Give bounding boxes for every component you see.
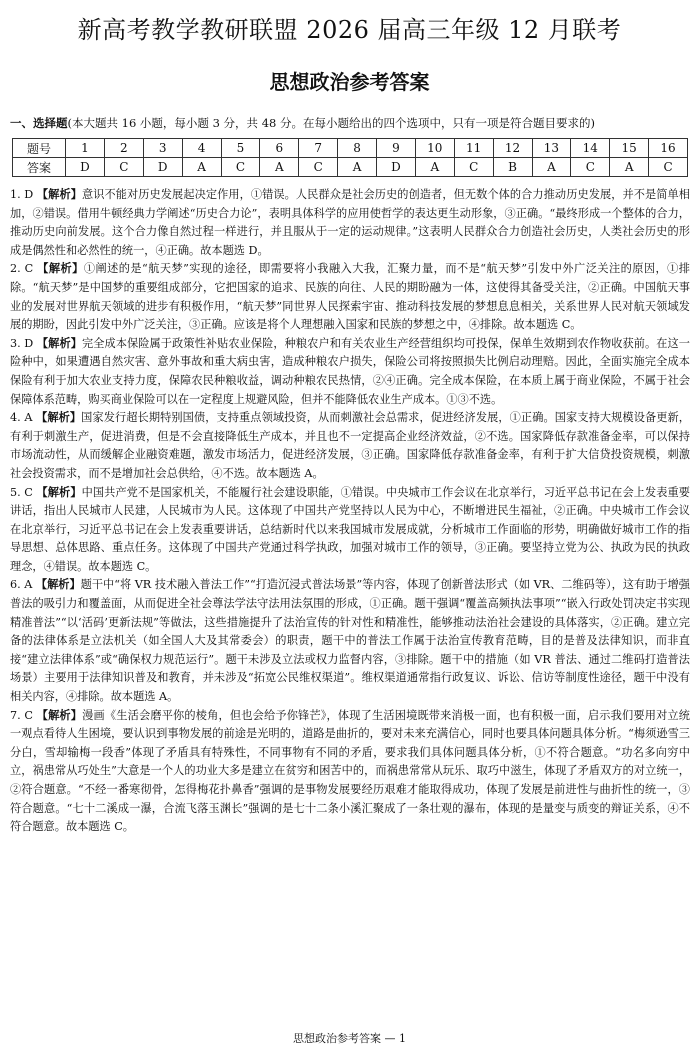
answer-cell: C [649,158,688,177]
question-number: 2 [104,139,143,158]
answer-cell: C [221,158,260,177]
explanations [10,186,690,837]
answer-cell: D [377,158,416,177]
section-instruction: (本大题共 16 小题，每小题 3 分，共 48 分。在每小题给出的四个选项中，只有一项是符合题目要求的) [67,116,595,130]
question-number: 10 [415,139,454,158]
answer-cell: A [415,158,454,177]
analysis-tag: 【解析】 [36,708,83,722]
question-number: 8 [338,139,377,158]
answer-cell: A [260,158,299,177]
answer-cell: A [610,158,649,177]
explanation-text: 完全成本保险属于政策性补贴农业保险，种粮农户和有关农业生产经营组织均可投保，保单生效期到农作物收获前。在这一险种中，如果遭遇自然灾害、意外事故和重大病虫害，造成种粮农户损失，保险公司将按照损失比例启动理赔。因此，全面实施完全成本保险有利于加大农业支持力度，保障农民种粮收益，调动种粮农民热情，②④正确。完全成本保险，在本质上属于商业保险，不属于社会保障体系范畴，购买商业保险可以在一定程度上规避风险，但并不能降低农业生产成本。①③不选。 [10,336,690,406]
analysis-tag: 【解析】 [36,411,82,425]
explanation-4 [10,409,690,483]
row-label-answer: 答案 [13,158,66,177]
question-number: 15 [610,139,649,158]
question-number: 1 [66,139,105,158]
item-number: 5. C [10,485,33,499]
question-number: 4 [182,139,221,158]
question-number: 5 [221,139,260,158]
answer-cell: A [182,158,221,177]
explanation-6 [10,576,690,706]
item-number: 2. C [10,262,34,276]
question-number: 13 [532,139,571,158]
page-subtitle: 思想政治参考答案 [269,70,430,94]
explanation-text: 意识不能对历史发展起决定作用，①错误。人民群众是社会历史的创造者，但无数个体的合力推动历史发展，并不是简单相加，②错误。借用牛顿经典力学阐述“历史合力论”，表明具体科学的应用使哲学的表达更生动形象，③正确。“最终形成一个整体的合力，推动历史向前发展。这个合力像自然过程一样进行，并且服从于一定的运动规律。”这表明人民群众合力创造社会历史，人类社会历史的形成是偶然性和必然性的统一，④正确。故本题选 D。 [10,188,690,257]
answer-cell: D [143,158,182,177]
answer-cell: A [338,158,377,177]
section-label: 一、选择题 [10,116,68,130]
analysis-tag: 【解析】 [36,188,82,201]
explanation-text: 国家发行超长期特别国债，支持重点领域投资，从而刺激社会总需求，促进经济发展，①正确。国家支持大规模设备更新，有利于刺激生产，促进消费，但是不会直接降低生产成本，并且也不一定提高企业经济效益，②不选。国家降低存款准备金率，可以保持市场流动性，从而缓解企业融资难题，激发市场活力，促进经济发展，③正确。国家降低存款准备金率，有利于扩大信贷投资规模，刺激社会投资需求，而不是增加社会总供给，④不选。故本题选 A。 [10,411,690,480]
explanation-text: 漫画《生活会磨平你的棱角，但也会给予你锋芒》，体现了生活困境既带来消极一面，也有积极一面，启示我们要用对立统一观点看待人生困境，要认识到事物发展的前途是光明的，道路是曲折的，要对未来充满信心，同时也要具体问题具体分析。“梅须逊雪三分白，雪却输梅一段香”体现了矛盾具有特殊性，不同事物有不同的矛盾，要求我们具体问题具体分析，①不符合题意。“功名多向穷中立，祸患常从巧处生”大意是一个人的功业大多是建立在贫穷和困苦中的，而祸患常常从玩乐、取巧中滋生，体现了矛盾双方的对立统一，②符合题意。“不经一番寒彻骨，怎得梅花扑鼻香”强调的是事物发展要经历艰难才能取得成功，体现了发展是前进性与曲折性的统一，③符合题意。“七十二溪成一瀑，合流飞落玉渊长”强调的是七十二条小溪汇聚成了一条壮观的瀑布，体现的是量变与质变的辩证关系，④不符合题意。故本题选 C。 [10,708,690,834]
answer-table-row-answers [13,158,688,177]
explanation-1 [10,186,690,260]
question-number: 9 [377,139,416,158]
item-number: 7. C [10,708,33,722]
explanation-5 [10,484,690,577]
answer-table [12,138,688,177]
answer-cell: C [454,158,493,177]
question-number: 11 [454,139,493,158]
analysis-tag: 【解析】 [36,485,82,499]
item-number: 3. D [10,336,34,350]
explanation-2 [10,260,690,334]
item-number: 1. D [10,188,34,201]
answer-cell: B [493,158,532,177]
explanation-text: 题干中“将 VR 技术融入普法工作”“打造沉浸式普法场景”等内容，体现了创新普法形式（如 VR、二维码等），这有助于增强普法的吸引力和覆盖面，从而促进全社会尊法学法守法用法氛围的形成，①正确。题干强调“覆盖高频执法事项”“嵌入行政处罚决定书实现精准普法”“以‘活码’更新法规”等做法，这些措施提升了法治宣传的针对性和精准性，能够推动法治社会建设的具体落实，②正确。建立完备的法律体系是立法机关（如全国人大及其常委会）的职责，题干中的普法工作属于法治宣传教育范畴，目的是普及法律知识，而非直接“建立法律体系”或“确保权力规范运行”。题干未涉及立法或权力监督内容，③排除。题干中的措施（如 VR 普法、通过二维码打造普法场景）主要用于法律知识普及和教育，并未涉及“拓宽公民维权渠道”。维权渠道通常指行政复议、诉讼、信访等制度性途径，题干中没有相关内容，④排除。故本题选 A。 [10,578,690,704]
analysis-tag: 【解析】 [36,336,82,350]
explanation-3 [10,335,690,409]
item-number: 4. A [10,411,33,425]
analysis-tag: 【解析】 [37,262,84,276]
analysis-tag: 【解析】 [35,578,81,592]
question-number: 7 [299,139,338,158]
answer-table-row-numbers [13,139,688,158]
answer-cell: C [571,158,610,177]
page-title: 新高考教学教研联盟 2026 届高三年级 12 月联考 [77,16,622,44]
explanation-text: 中国共产党不是国家机关，不能履行社会建设职能，①错误。中央城市工作会议在北京举行，习近平总书记在会上发表重要讲话，指出人民城市人民建，人民城市为人民。这体现了中国共产党坚持以人民为中心，不断增进民生福祉，②正确。中央城市工作会议在北京举行，习近平总书记在会上发表重要讲话，总结新时代以来我国城市发展成就，分析城市工作面临的形势，明确做好城市工作的指导思想、总体思路、重点任务。这体现了中国共产党通过科学执政，加强对城市工作的领导，③正确。要坚持立党为公、执政为民的执政理念，④错误。故本题选 C。 [10,485,690,573]
answer-cell: C [104,158,143,177]
question-number: 14 [571,139,610,158]
question-number: 16 [649,139,688,158]
explanation-text: ①阐述的是“航天梦”实现的途径，即需要将小我融入大我，汇聚力量，而不是“航天梦”引发中外广泛关注的原因，①排除。“航天梦”是中国梦的重要组成部分，它把国家的追求、民族的向往、人民的期盼融为一体，这使得其备受关注，②正确。中国航天事业的发展对世界航天领域的进步有积极作用，“航天梦”同世界人民探索宇宙、推动科技发展的梦想息息相关，关系世界人民对航天领域发展的期盼，因此引发中外广泛关注，③正确。应该是将个人理想融入国家和民族的梦想之中，④排除。故本题选 C。 [10,262,690,332]
page-footer: 思想政治参考答案 — 1 [293,1032,406,1045]
question-number: 12 [493,139,532,158]
answer-cell: D [66,158,105,177]
answer-cell: C [299,158,338,177]
item-number: 6. A [10,578,33,592]
answer-cell: A [532,158,571,177]
row-label-question: 题号 [13,139,66,158]
section-heading [10,115,694,131]
question-number: 6 [260,139,299,158]
explanation-7 [10,707,690,837]
question-number: 3 [143,139,182,158]
